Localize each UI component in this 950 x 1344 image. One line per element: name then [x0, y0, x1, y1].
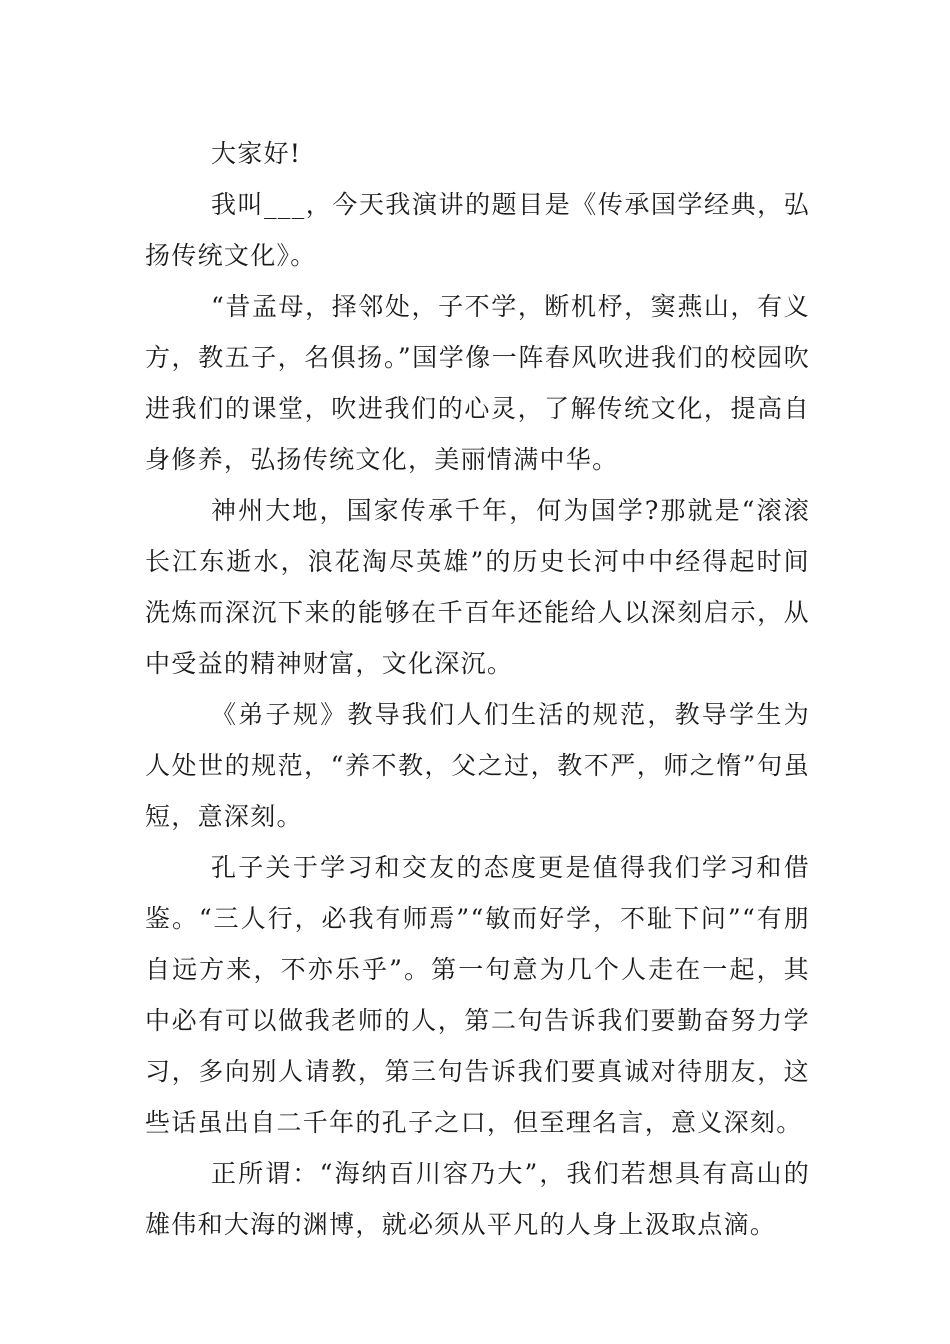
paragraph-what-is-guoxue: 神州大地，国家传承千年，何为国学?那就是“滚滚长江东逝水，浪花淘尽英雄”的历史长河中中经得起时间洗炼而深沉下来的能够在千百年还能给人以深刻启示，从中受益的精神财富，文化深沉。 — [145, 496, 810, 678]
paragraph-introduction: 我叫___，今天我演讲的题目是《传承国学经典，弘扬传统文化》。 — [145, 190, 810, 270]
paragraph-greeting: 大家好! — [211, 139, 302, 168]
paragraph-mencius-quote: “昔孟母，择邻处，子不学，断机杼，窦燕山，有义方，教五子，名俱扬。”国学像一阵春风吹进我们的校园吹进我们的课堂，吹进我们的心灵，了解传统文化，提高自身修养，弘扬传统文化，美丽情满中华。 — [145, 292, 810, 474]
paragraph-conclusion: 正所谓：“海纳百川容乃大”，我们若想具有高山的雄伟和大海的渊博，就必须从平凡的人身上汲取点滴。 — [145, 1159, 810, 1239]
paragraph-dizigui: 《弟子规》教导我们人们生活的规范，教导学生为人处世的规范，“养不教，父之过，教不严，师之惰”句虽短，意深刻。 — [145, 700, 810, 831]
document-body — [145, 128, 810, 1250]
paragraph-confucius: 孔子关于学习和交友的态度更是值得我们学习和借鉴。“三人行，必我有师焉”“敏而好学，不耻下问”“有朋自远方来，不亦乐乎”。第一句意为几个人走在一起，其中必有可以做我老师的人，第二句告诉我们要勤奋努力学习，多向别人请教，第三句告诉我们要真诚对待朋友，这些话虽出自二千年的孔子之口，但至理名言，意义深刻。 — [145, 853, 810, 1137]
